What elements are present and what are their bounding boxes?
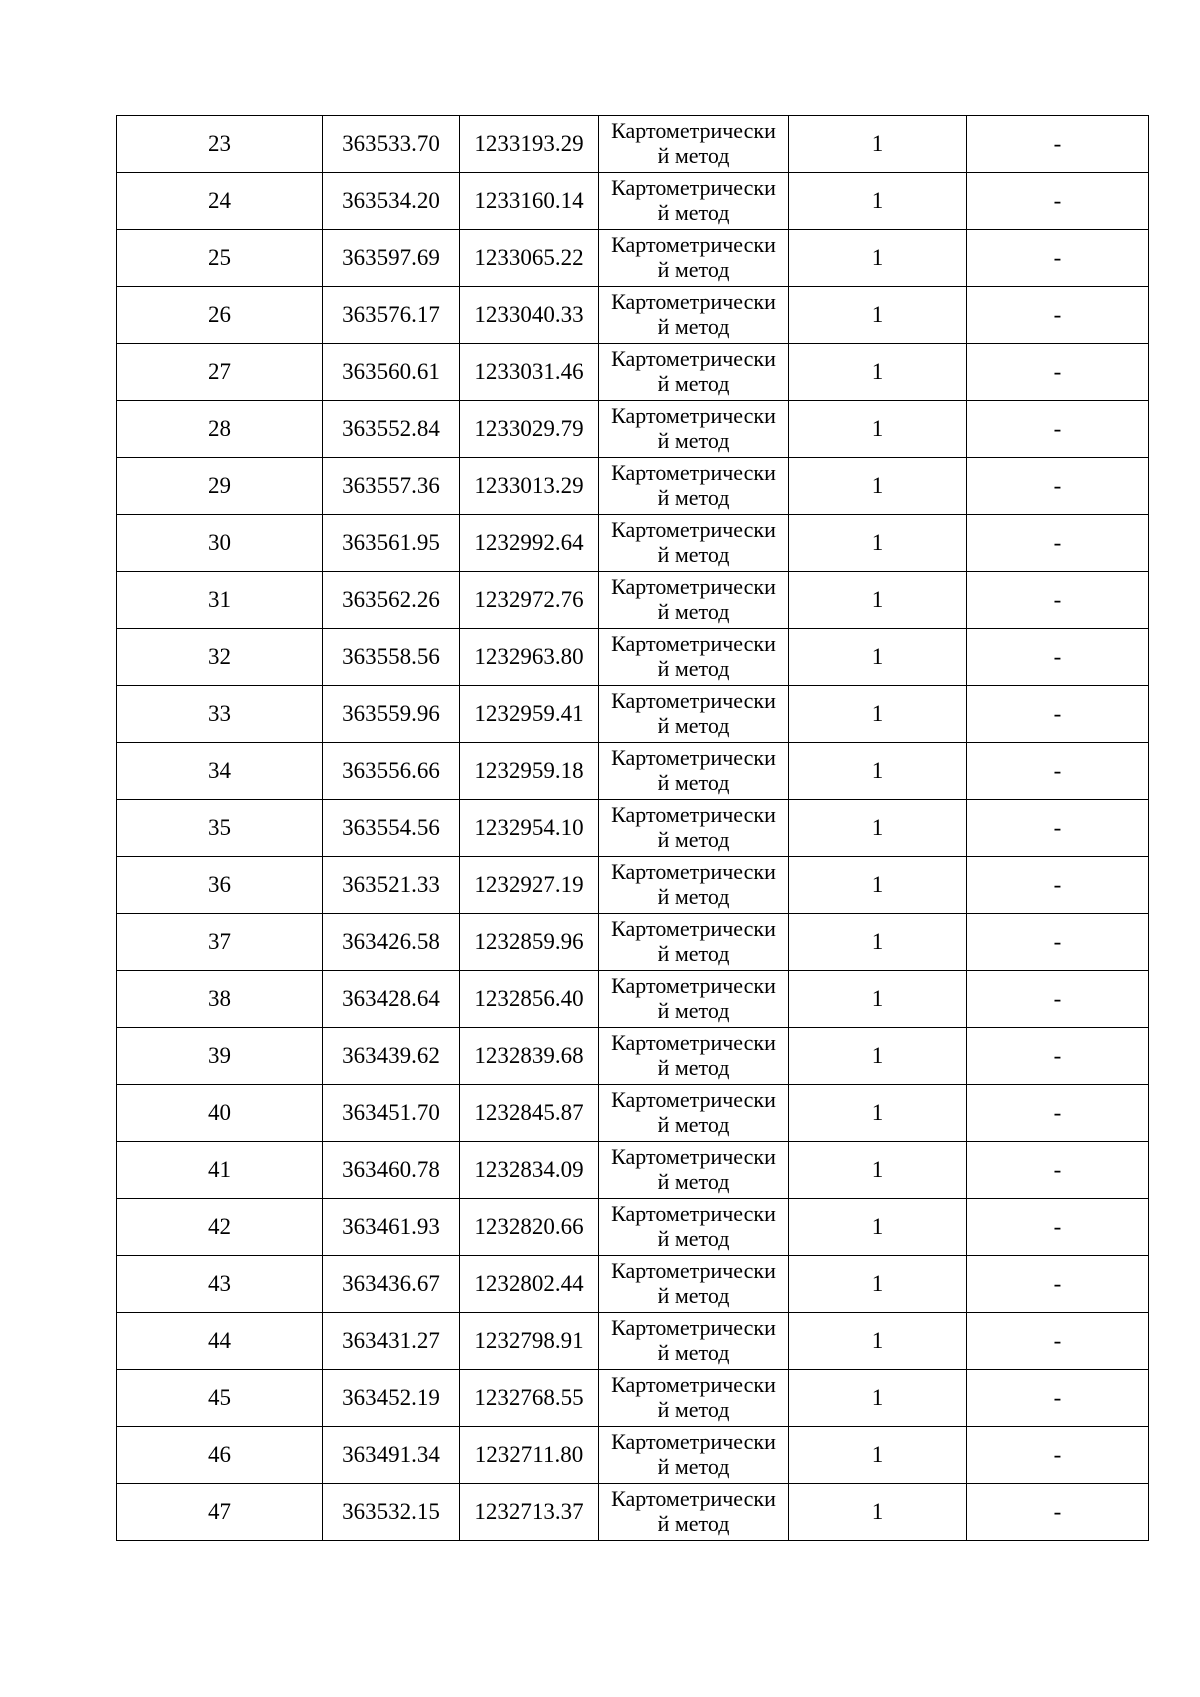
x-coordinate-cell: 363597.69 bbox=[323, 230, 460, 287]
method-text-line-1: Картометрически bbox=[611, 403, 776, 429]
method-text-line-1: Картометрически bbox=[611, 460, 776, 486]
y-coordinate-cell: 1232992.64 bbox=[460, 515, 599, 572]
x-coordinate-cell: 363451.70 bbox=[323, 1085, 460, 1142]
accuracy-cell: 1 bbox=[789, 743, 967, 800]
method-cell bbox=[599, 857, 789, 914]
accuracy-cell: 1 bbox=[789, 515, 967, 572]
method-text-line-1: Картометрически bbox=[611, 574, 776, 600]
point-number-cell: 34 bbox=[117, 743, 323, 800]
point-number-cell: 38 bbox=[117, 971, 323, 1028]
method-text-line-2: й метод bbox=[657, 656, 730, 681]
note-cell: - bbox=[967, 230, 1149, 287]
accuracy-cell: 1 bbox=[789, 230, 967, 287]
method-text-line-2: й метод bbox=[657, 941, 730, 966]
accuracy-cell: 1 bbox=[789, 1199, 967, 1256]
method-text-line-1: Картометрически bbox=[611, 1030, 776, 1056]
method-text-line-2: й метод bbox=[657, 1055, 730, 1080]
x-coordinate-cell: 363558.56 bbox=[323, 629, 460, 686]
accuracy-cell: 1 bbox=[789, 800, 967, 857]
method-cell bbox=[599, 1199, 789, 1256]
table-row bbox=[117, 971, 1149, 1028]
method-text-line-2: й метод bbox=[657, 1169, 730, 1194]
point-number-cell: 39 bbox=[117, 1028, 323, 1085]
method-cell bbox=[599, 1256, 789, 1313]
x-coordinate-cell: 363534.20 bbox=[323, 173, 460, 230]
method-cell bbox=[599, 287, 789, 344]
x-coordinate-cell: 363436.67 bbox=[323, 1256, 460, 1313]
y-coordinate-cell: 1233160.14 bbox=[460, 173, 599, 230]
method-cell bbox=[599, 1142, 789, 1199]
method-text-line-1: Картометрически bbox=[611, 631, 776, 657]
table-row bbox=[117, 173, 1149, 230]
method-cell bbox=[599, 344, 789, 401]
method-text-line-1: Картометрически bbox=[611, 745, 776, 771]
y-coordinate-cell: 1232820.66 bbox=[460, 1199, 599, 1256]
accuracy-cell: 1 bbox=[789, 401, 967, 458]
point-number-cell: 35 bbox=[117, 800, 323, 857]
point-number-cell: 23 bbox=[117, 116, 323, 173]
method-cell bbox=[599, 458, 789, 515]
point-number-cell: 44 bbox=[117, 1313, 323, 1370]
method-text-line-1: Картометрически bbox=[611, 859, 776, 885]
method-cell bbox=[599, 1085, 789, 1142]
method-text-line-2: й метод bbox=[657, 770, 730, 795]
table-row bbox=[117, 1313, 1149, 1370]
method-text-line-1: Картометрически bbox=[611, 802, 776, 828]
method-text-line-1: Картометрически bbox=[611, 517, 776, 543]
note-cell: - bbox=[967, 914, 1149, 971]
table-row bbox=[117, 1028, 1149, 1085]
method-text-line-1: Картометрически bbox=[611, 289, 776, 315]
note-cell: - bbox=[967, 173, 1149, 230]
accuracy-cell: 1 bbox=[789, 1028, 967, 1085]
method-text-line-2: й метод bbox=[657, 542, 730, 567]
table-row bbox=[117, 686, 1149, 743]
table-row bbox=[117, 800, 1149, 857]
x-coordinate-cell: 363552.84 bbox=[323, 401, 460, 458]
note-cell: - bbox=[967, 1370, 1149, 1427]
accuracy-cell: 1 bbox=[789, 1313, 967, 1370]
y-coordinate-cell: 1232834.09 bbox=[460, 1142, 599, 1199]
point-number-cell: 43 bbox=[117, 1256, 323, 1313]
method-text-line-2: й метод bbox=[657, 200, 730, 225]
y-coordinate-cell: 1233065.22 bbox=[460, 230, 599, 287]
method-cell bbox=[599, 800, 789, 857]
accuracy-cell: 1 bbox=[789, 116, 967, 173]
point-number-cell: 26 bbox=[117, 287, 323, 344]
accuracy-cell: 1 bbox=[789, 287, 967, 344]
coordinates-table-body bbox=[117, 116, 1149, 1541]
accuracy-cell: 1 bbox=[789, 572, 967, 629]
point-number-cell: 45 bbox=[117, 1370, 323, 1427]
y-coordinate-cell: 1232711.80 bbox=[460, 1427, 599, 1484]
note-cell: - bbox=[967, 857, 1149, 914]
y-coordinate-cell: 1232798.91 bbox=[460, 1313, 599, 1370]
method-text-line-1: Картометрически bbox=[611, 1429, 776, 1455]
point-number-cell: 40 bbox=[117, 1085, 323, 1142]
x-coordinate-cell: 363561.95 bbox=[323, 515, 460, 572]
note-cell: - bbox=[967, 1085, 1149, 1142]
method-cell bbox=[599, 116, 789, 173]
accuracy-cell: 1 bbox=[789, 1370, 967, 1427]
y-coordinate-cell: 1233013.29 bbox=[460, 458, 599, 515]
y-coordinate-cell: 1232845.87 bbox=[460, 1085, 599, 1142]
x-coordinate-cell: 363452.19 bbox=[323, 1370, 460, 1427]
point-number-cell: 32 bbox=[117, 629, 323, 686]
x-coordinate-cell: 363559.96 bbox=[323, 686, 460, 743]
note-cell: - bbox=[967, 686, 1149, 743]
table-row bbox=[117, 857, 1149, 914]
method-text-line-2: й метод bbox=[657, 428, 730, 453]
accuracy-cell: 1 bbox=[789, 1256, 967, 1313]
table-row bbox=[117, 401, 1149, 458]
method-cell bbox=[599, 971, 789, 1028]
method-text-line-1: Картометрически bbox=[611, 118, 776, 144]
table-row bbox=[117, 572, 1149, 629]
point-number-cell: 27 bbox=[117, 344, 323, 401]
point-number-cell: 25 bbox=[117, 230, 323, 287]
method-cell bbox=[599, 743, 789, 800]
method-text-line-2: й метод bbox=[657, 1340, 730, 1365]
method-text-line-1: Картометрически bbox=[611, 973, 776, 999]
x-coordinate-cell: 363533.70 bbox=[323, 116, 460, 173]
table-row bbox=[117, 287, 1149, 344]
method-cell bbox=[599, 1484, 789, 1541]
method-cell bbox=[599, 173, 789, 230]
point-number-cell: 47 bbox=[117, 1484, 323, 1541]
method-cell bbox=[599, 686, 789, 743]
y-coordinate-cell: 1232963.80 bbox=[460, 629, 599, 686]
y-coordinate-cell: 1232959.18 bbox=[460, 743, 599, 800]
point-number-cell: 33 bbox=[117, 686, 323, 743]
note-cell: - bbox=[967, 572, 1149, 629]
x-coordinate-cell: 363428.64 bbox=[323, 971, 460, 1028]
method-text-line-2: й метод bbox=[657, 1397, 730, 1422]
method-text-line-2: й метод bbox=[657, 143, 730, 168]
note-cell: - bbox=[967, 1484, 1149, 1541]
method-text-line-1: Картометрически bbox=[611, 916, 776, 942]
accuracy-cell: 1 bbox=[789, 344, 967, 401]
method-cell bbox=[599, 914, 789, 971]
method-text-line-2: й метод bbox=[657, 599, 730, 624]
y-coordinate-cell: 1232802.44 bbox=[460, 1256, 599, 1313]
x-coordinate-cell: 363431.27 bbox=[323, 1313, 460, 1370]
y-coordinate-cell: 1232713.37 bbox=[460, 1484, 599, 1541]
method-cell bbox=[599, 401, 789, 458]
method-text-line-2: й метод bbox=[657, 1283, 730, 1308]
method-text-line-2: й метод bbox=[657, 314, 730, 339]
method-text-line-1: Картометрически bbox=[611, 1486, 776, 1512]
method-cell bbox=[599, 1313, 789, 1370]
accuracy-cell: 1 bbox=[789, 914, 967, 971]
method-cell bbox=[599, 1427, 789, 1484]
y-coordinate-cell: 1233029.79 bbox=[460, 401, 599, 458]
accuracy-cell: 1 bbox=[789, 1427, 967, 1484]
table-row bbox=[117, 515, 1149, 572]
point-number-cell: 31 bbox=[117, 572, 323, 629]
accuracy-cell: 1 bbox=[789, 857, 967, 914]
table-row bbox=[117, 1142, 1149, 1199]
table-row bbox=[117, 458, 1149, 515]
accuracy-cell: 1 bbox=[789, 1142, 967, 1199]
point-number-cell: 46 bbox=[117, 1427, 323, 1484]
method-text-line-1: Картометрически bbox=[611, 688, 776, 714]
x-coordinate-cell: 363560.61 bbox=[323, 344, 460, 401]
x-coordinate-cell: 363532.15 bbox=[323, 1484, 460, 1541]
point-number-cell: 29 bbox=[117, 458, 323, 515]
method-text-line-2: й метод bbox=[657, 884, 730, 909]
method-text-line-1: Картометрически bbox=[611, 1315, 776, 1341]
method-cell bbox=[599, 1370, 789, 1427]
point-number-cell: 41 bbox=[117, 1142, 323, 1199]
note-cell: - bbox=[967, 116, 1149, 173]
accuracy-cell: 1 bbox=[789, 686, 967, 743]
method-text-line-2: й метод bbox=[657, 713, 730, 738]
y-coordinate-cell: 1233031.46 bbox=[460, 344, 599, 401]
accuracy-cell: 1 bbox=[789, 1484, 967, 1541]
y-coordinate-cell: 1232839.68 bbox=[460, 1028, 599, 1085]
method-text-line-1: Картометрически bbox=[611, 346, 776, 372]
method-cell bbox=[599, 515, 789, 572]
note-cell: - bbox=[967, 971, 1149, 1028]
method-text-line-2: й метод bbox=[657, 1454, 730, 1479]
method-text-line-2: й метод bbox=[657, 1511, 730, 1536]
y-coordinate-cell: 1232959.41 bbox=[460, 686, 599, 743]
table-row bbox=[117, 743, 1149, 800]
x-coordinate-cell: 363439.62 bbox=[323, 1028, 460, 1085]
x-coordinate-cell: 363557.36 bbox=[323, 458, 460, 515]
table-row bbox=[117, 1256, 1149, 1313]
method-text-line-1: Картометрически bbox=[611, 1258, 776, 1284]
method-text-line-2: й метод bbox=[657, 998, 730, 1023]
table-row bbox=[117, 1199, 1149, 1256]
method-cell bbox=[599, 629, 789, 686]
note-cell: - bbox=[967, 1256, 1149, 1313]
note-cell: - bbox=[967, 344, 1149, 401]
table-row bbox=[117, 1370, 1149, 1427]
method-text-line-2: й метод bbox=[657, 1112, 730, 1137]
note-cell: - bbox=[967, 401, 1149, 458]
method-cell bbox=[599, 230, 789, 287]
note-cell: - bbox=[967, 458, 1149, 515]
note-cell: - bbox=[967, 800, 1149, 857]
note-cell: - bbox=[967, 1028, 1149, 1085]
note-cell: - bbox=[967, 1142, 1149, 1199]
x-coordinate-cell: 363460.78 bbox=[323, 1142, 460, 1199]
method-text-line-1: Картометрически bbox=[611, 175, 776, 201]
point-number-cell: 42 bbox=[117, 1199, 323, 1256]
table-row bbox=[117, 1484, 1149, 1541]
table-row bbox=[117, 1085, 1149, 1142]
note-cell: - bbox=[967, 1427, 1149, 1484]
method-text-line-2: й метод bbox=[657, 1226, 730, 1251]
method-text-line-1: Картометрически bbox=[611, 232, 776, 258]
method-cell bbox=[599, 572, 789, 629]
method-text-line-2: й метод bbox=[657, 257, 730, 282]
note-cell: - bbox=[967, 287, 1149, 344]
x-coordinate-cell: 363562.26 bbox=[323, 572, 460, 629]
accuracy-cell: 1 bbox=[789, 458, 967, 515]
note-cell: - bbox=[967, 629, 1149, 686]
table-row bbox=[117, 230, 1149, 287]
method-text-line-1: Картометрически bbox=[611, 1087, 776, 1113]
note-cell: - bbox=[967, 1199, 1149, 1256]
table-row bbox=[117, 344, 1149, 401]
y-coordinate-cell: 1232859.96 bbox=[460, 914, 599, 971]
note-cell: - bbox=[967, 1313, 1149, 1370]
x-coordinate-cell: 363576.17 bbox=[323, 287, 460, 344]
accuracy-cell: 1 bbox=[789, 173, 967, 230]
x-coordinate-cell: 363491.34 bbox=[323, 1427, 460, 1484]
method-text-line-2: й метод bbox=[657, 485, 730, 510]
method-text-line-1: Картометрически bbox=[611, 1144, 776, 1170]
x-coordinate-cell: 363521.33 bbox=[323, 857, 460, 914]
note-cell: - bbox=[967, 515, 1149, 572]
y-coordinate-cell: 1232954.10 bbox=[460, 800, 599, 857]
point-number-cell: 24 bbox=[117, 173, 323, 230]
x-coordinate-cell: 363461.93 bbox=[323, 1199, 460, 1256]
x-coordinate-cell: 363426.58 bbox=[323, 914, 460, 971]
note-cell: - bbox=[967, 743, 1149, 800]
table-row bbox=[117, 914, 1149, 971]
point-number-cell: 30 bbox=[117, 515, 323, 572]
x-coordinate-cell: 363554.56 bbox=[323, 800, 460, 857]
point-number-cell: 36 bbox=[117, 857, 323, 914]
method-text-line-2: й метод bbox=[657, 371, 730, 396]
y-coordinate-cell: 1232856.40 bbox=[460, 971, 599, 1028]
y-coordinate-cell: 1232972.76 bbox=[460, 572, 599, 629]
y-coordinate-cell: 1232927.19 bbox=[460, 857, 599, 914]
method-cell bbox=[599, 1028, 789, 1085]
table-row bbox=[117, 1427, 1149, 1484]
coordinates-table bbox=[116, 115, 1149, 1541]
accuracy-cell: 1 bbox=[789, 1085, 967, 1142]
method-text-line-1: Картометрически bbox=[611, 1201, 776, 1227]
table-row bbox=[117, 629, 1149, 686]
x-coordinate-cell: 363556.66 bbox=[323, 743, 460, 800]
y-coordinate-cell: 1233040.33 bbox=[460, 287, 599, 344]
accuracy-cell: 1 bbox=[789, 971, 967, 1028]
y-coordinate-cell: 1233193.29 bbox=[460, 116, 599, 173]
point-number-cell: 37 bbox=[117, 914, 323, 971]
accuracy-cell: 1 bbox=[789, 629, 967, 686]
point-number-cell: 28 bbox=[117, 401, 323, 458]
y-coordinate-cell: 1232768.55 bbox=[460, 1370, 599, 1427]
method-text-line-2: й метод bbox=[657, 827, 730, 852]
method-text-line-1: Картометрически bbox=[611, 1372, 776, 1398]
table-row bbox=[117, 116, 1149, 173]
